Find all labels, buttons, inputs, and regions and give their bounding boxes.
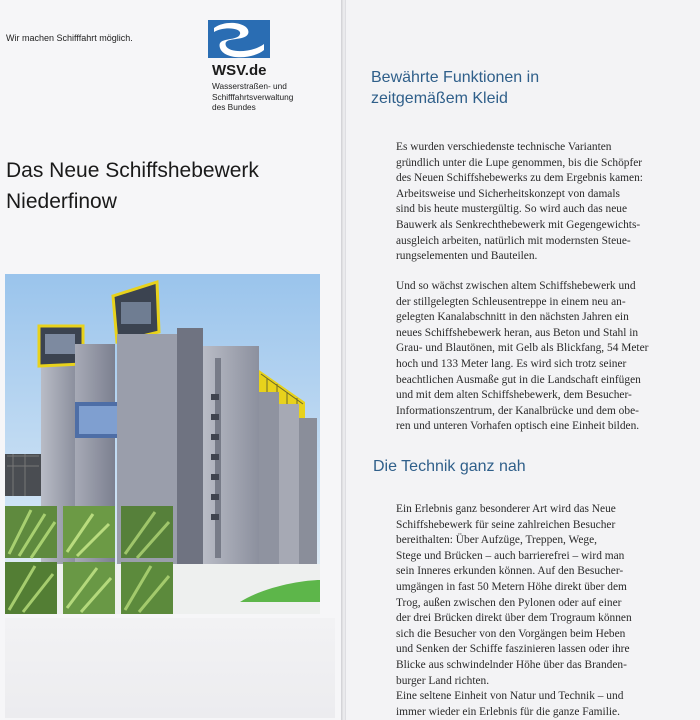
text-line: bereithalten: Über Aufzüge, Treppen, Wege,	[396, 534, 597, 547]
text-line: Informationszentrum, der Kanalbrücke und dem obe-	[396, 404, 639, 417]
wsv-logo-icon	[208, 20, 270, 58]
ship-lift-rendering	[5, 274, 320, 614]
text-line: Blicke aus schwindelnder Höhe über das Branden-	[396, 658, 627, 671]
document-title	[6, 155, 326, 217]
logo-subtitle-line: des Bundes	[212, 102, 256, 112]
text-line: Ein Erlebnis ganz besonderer Art wird das Neue	[396, 503, 616, 515]
left-page	[0, 0, 342, 720]
document-title-line: Das Neue Schiffshebewerk	[6, 159, 259, 182]
text-line: Und so wächst zwischen altem Schiffshebewerk und	[396, 280, 636, 292]
paragraph-visitor-experience	[396, 502, 684, 720]
text-line: des Neuen Schiffshebewerks zu dem Ergebnis kamen:	[396, 172, 643, 185]
section-heading-technology: Die Technik ganz nah	[373, 458, 526, 475]
text-line: der stillgelegten Schleusentreppe in einem neu an-	[396, 295, 626, 308]
text-line: umgängen in fast 50 Metern Höhe direkt über dem	[396, 580, 627, 593]
text-line: gründlich unter die Lupe genommen, bis die Schöpfer	[396, 156, 643, 169]
text-line: und mit dem alten Schiffshebewerk, dem Besucher-	[396, 389, 632, 402]
text-line: Stege und Brücken – auch barrierefrei – wird man	[396, 549, 625, 562]
logo-subtitle-line: Schifffahrtsverwaltung	[212, 91, 294, 102]
text-line: Bauwerk als Senkrechthebewerk mit Gegengewichts-	[396, 218, 641, 231]
logo-subtitle-line: Wasserstraßen- und	[212, 81, 287, 91]
logo-title: WSV.de	[212, 62, 267, 79]
section-heading-line: zeitgemäßem Kleid	[371, 90, 508, 107]
section-heading-line: Bewährte Funktionen in	[371, 69, 540, 86]
text-line: sich die Besucher von den Vorgängen beim Heben	[396, 627, 626, 640]
text-line: burger Land richten.	[396, 674, 490, 687]
text-line: gelegten Kanalabschnitt in den nächsten Jahren ein	[396, 311, 629, 324]
paragraph-new-lift	[396, 279, 684, 435]
faded-bleed-area	[5, 618, 335, 718]
text-line: beachtlichen Ausmaße gut in die Landschaft einfügen	[396, 373, 641, 386]
text-line: ausgleich arbeiten, natürlich mit modernsten Steue-	[396, 234, 631, 247]
text-line: Es wurden verschiedenste technische Varianten	[396, 141, 612, 153]
text-line: hoch und 133 Meter lang. Es wird sich trotz seiner	[396, 357, 627, 370]
text-line: Schiffshebewerk für seine zahlreichen Besucher	[396, 518, 616, 531]
text-line: Trog, außen zwischen den Pylonen oder auf einer	[396, 596, 622, 609]
text-line: Eine seltene Einheit von Natur und Technik – und	[396, 690, 624, 703]
paragraph-variants	[396, 140, 684, 265]
text-line: sein Inneres erkunden können. Auf den Besucher-	[396, 565, 624, 578]
logo-subtitle	[212, 81, 332, 113]
text-line: immer wieder ein Erlebnis für die ganze Familie.	[396, 705, 620, 718]
text-line: Arbeitsweise und Sicherheitskonzept von damals	[396, 187, 620, 200]
text-line: der drei Brücken direkt über dem Trograum können	[396, 612, 632, 625]
tagline: Wir machen Schifffahrt möglich.	[6, 33, 133, 43]
document-title-line: Niederfinow	[6, 190, 117, 213]
text-line: rungselementen und Bauteilen.	[396, 250, 538, 263]
text-line: sind bis heute mustergültig. So wird auch das neue	[396, 203, 628, 216]
text-line: ren und unteren Vorhafen optisch eine Einheit bilden.	[396, 420, 640, 433]
text-line: Grau- und Blautönen, mit Gelb als Blickfang, 54 Meter	[396, 342, 649, 355]
text-line: und Senken der Schiffe faszinieren lassen oder ihre	[396, 643, 630, 656]
section-heading-functions	[371, 67, 591, 109]
text-line: neues Schiffshebewerk heran, aus Beton und Stahl in	[396, 326, 639, 339]
